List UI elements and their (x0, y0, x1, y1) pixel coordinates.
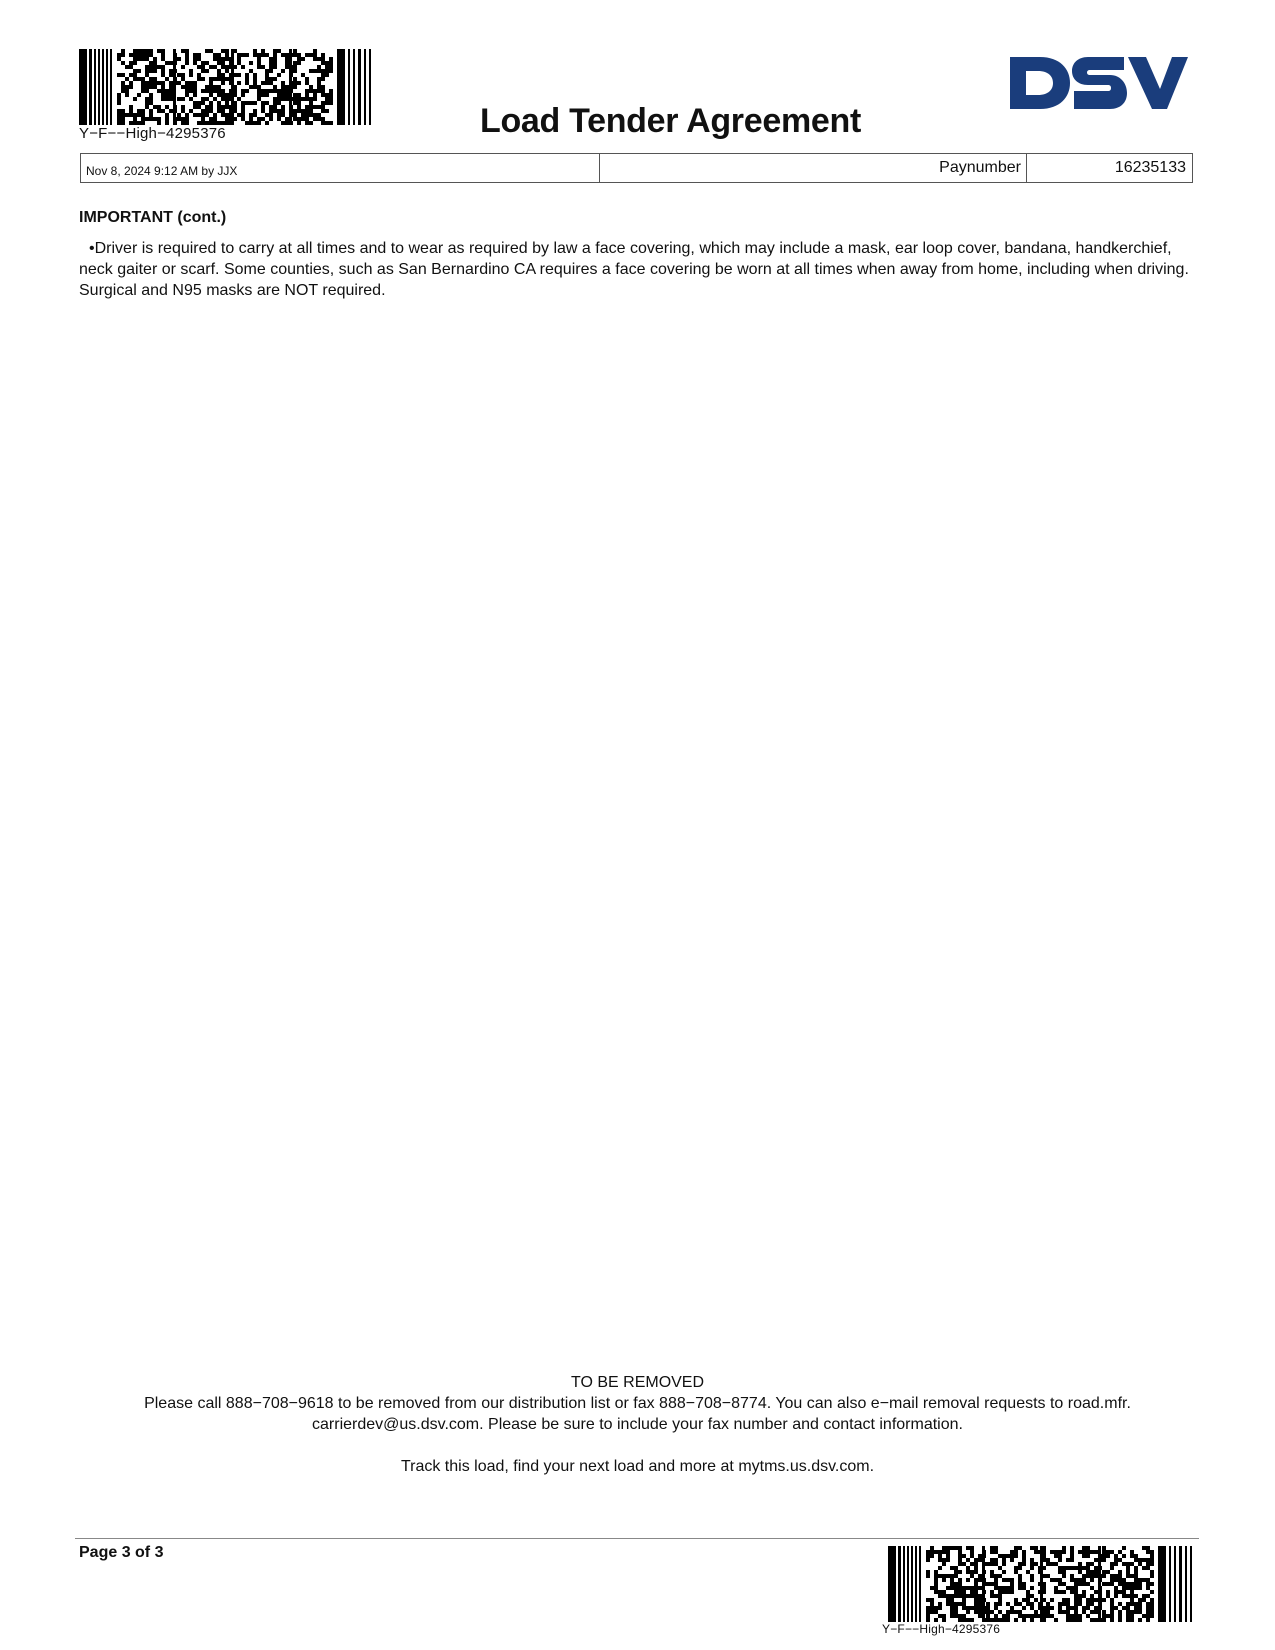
barcode-id-label: Y−F−−High−4295376 (79, 125, 226, 142)
header-info-table (80, 153, 1193, 183)
removal-notice (90, 1372, 1185, 1477)
timestamp-cell: Nov 8, 2024 9:12 AM by JJX (81, 154, 600, 182)
removal-title: TO BE REMOVED (570, 1374, 705, 1391)
section-heading: IMPORTANT (cont.) (79, 209, 227, 226)
barcode-image (79, 49, 371, 125)
barcode-image (888, 1546, 1192, 1622)
footer-divider (75, 1538, 1199, 1539)
paynumber-label: Paynumber (600, 154, 1027, 182)
track-load-line: Track this load, find your next load and more at mytms.us.dsv.com. (400, 1458, 875, 1475)
bullet-text: Driver is required to carry at all times and to wear as required by law a face covering, which may include a mask, ear loop cover, bandana, handkerchief, neck gaiter or scarf. Some counties, such as San Bernardino CA requires a face covering be worn at all times when away from home, including when driving. Surgical and N95 masks are NOT required. (79, 240, 1189, 299)
bullet-glyph: • (89, 240, 95, 257)
page-number: Page 3 of 3 (79, 1544, 164, 1561)
removal-line-1: Please call 888−708−9618 to be removed from our distribution list or fax 888−708−8774. You can also e−mail removal requests to road.mfr. (144, 1395, 1131, 1412)
section-body (79, 238, 1199, 301)
paynumber-value: 16235133 (1114, 159, 1186, 176)
removal-line-2: carrierdev@us.dsv.com. Please be sure to include your fax number and contact information. (312, 1416, 963, 1433)
document-title: Load Tender Agreement (480, 102, 861, 140)
barcode-id-label: Y−F−−High−4295376 (882, 1622, 1001, 1636)
dsv-logo (1010, 55, 1188, 111)
